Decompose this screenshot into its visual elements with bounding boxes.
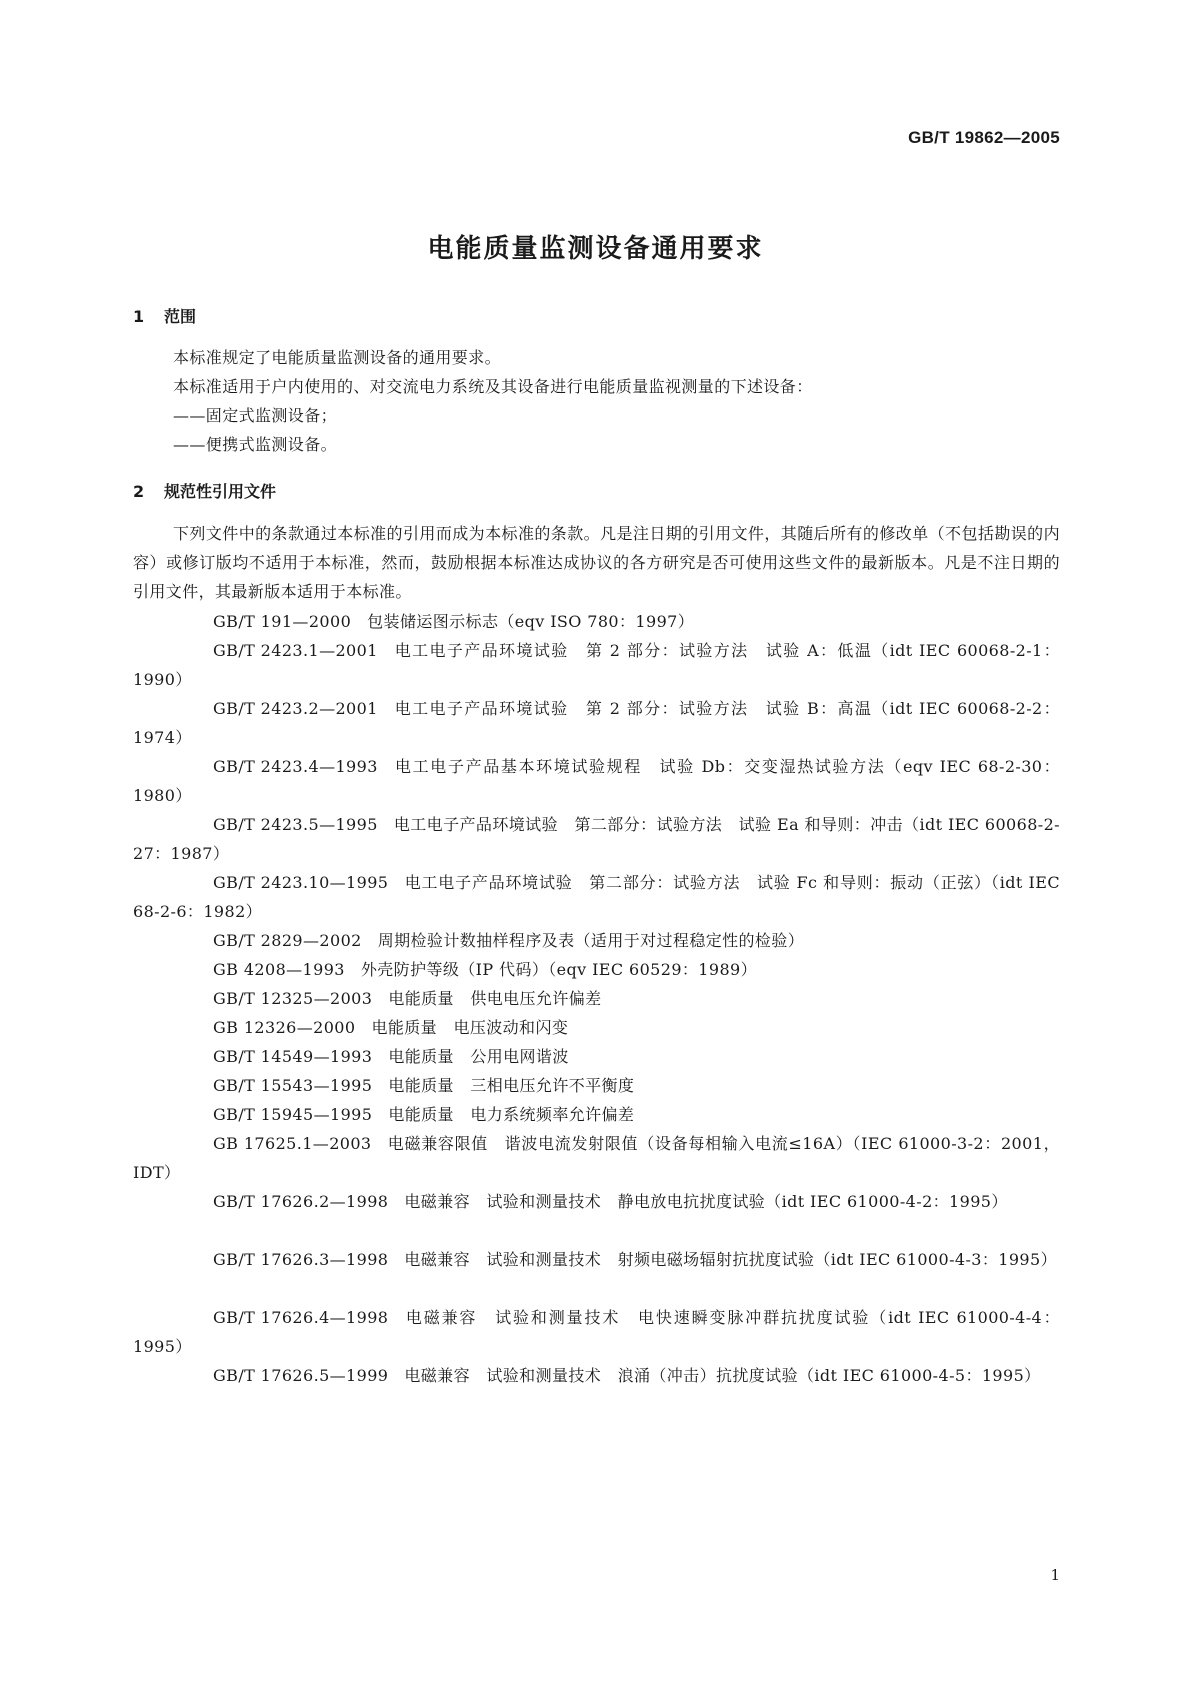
reference-code: GB/T 2423.1—2001	[213, 641, 378, 660]
reference-item	[133, 984, 1060, 1013]
section-2-heading	[133, 479, 276, 502]
intro-paragraph: 下列文件中的条款通过本标准的引用而成为本标准的条款。凡是注日期的引用文件，其随后所有的修改单（不包括勘误的内容）或修订版均不适用于本标准，然而，鼓励根据本标准达成协议的各方研究是否可使用这些文件的最新版本。凡是不注日期的引用文件，其最新版本适用于本标准。	[133, 524, 1060, 601]
standard-number: GB/T 19862—2005	[908, 128, 1060, 147]
reference-title: 电能质量 电压波动和闪变	[371, 1018, 569, 1037]
reference-title: 电能质量 公用电网谐波	[388, 1047, 569, 1066]
reference-title: 电磁兼容 试验和测量技术 静电放电抗扰度试验（idt IEC 61000-4-2：1995）	[404, 1192, 1008, 1211]
reference-item	[133, 1100, 1060, 1129]
section-title: 规范性引用文件	[164, 482, 277, 501]
list-item: ——固定式监测设备；	[173, 406, 338, 425]
reference-title: 电能质量 三相电压允许不平衡度	[388, 1076, 635, 1095]
section-title: 范围	[164, 307, 197, 326]
reference-title: 包装储运图示标志（eqv ISO 780：1997）	[367, 612, 695, 631]
reference-item	[133, 926, 1060, 955]
document-title: 电能质量监测设备通用要求	[427, 234, 764, 264]
page-number: 1	[1050, 1566, 1060, 1584]
reference-code: GB/T 191—2000	[213, 612, 352, 631]
reference-title: 电工电子产品环境试验 第 2 部分：试验方法 试验 B：高温（idt IEC 60068-2-2：1974）	[133, 699, 1060, 747]
reference-item	[133, 752, 1060, 810]
reference-item	[133, 868, 1060, 926]
reference-item	[133, 1071, 1060, 1100]
reference-code: GB/T 2423.10—1995	[213, 873, 389, 892]
reference-code: GB/T 17626.5—1999	[213, 1366, 389, 1385]
reference-code: GB/T 15543—1995	[213, 1076, 373, 1095]
reference-item	[133, 1129, 1060, 1187]
section-number: 2	[133, 482, 145, 501]
reference-code: GB/T 14549—1993	[213, 1047, 373, 1066]
reference-item	[133, 1245, 1060, 1274]
reference-code: GB/T 2423.5—1995	[213, 815, 378, 834]
reference-code: GB 4208—1993	[213, 960, 345, 979]
reference-title: 电磁兼容 试验和测量技术 电快速瞬变脉冲群抗扰度试验（idt IEC 61000-4-4：1995）	[133, 1308, 1060, 1356]
reference-title: 电工电子产品环境试验 第二部分：试验方法 试验 Ea 和导则：冲击（idt IEC 60068-2-27：1987）	[133, 815, 1060, 863]
reference-title: 电工电子产品基本环境试验规程 试验 Db：交变湿热试验方法（eqv IEC 68-2-30：1980）	[133, 757, 1060, 805]
reference-title: 电能质量 供电电压允许偏差	[388, 989, 602, 1008]
reference-item	[133, 810, 1060, 868]
reference-code: GB/T 12325—2003	[213, 989, 373, 1008]
section-1-heading	[133, 304, 196, 327]
reference-item	[133, 1361, 1060, 1390]
paragraph: 本标准适用于户内使用的、对交流电力系统及其设备进行电能质量监视测量的下述设备：	[173, 377, 813, 396]
reference-item	[133, 1187, 1060, 1216]
list-item: ——便携式监测设备。	[173, 435, 338, 454]
section-number: 1	[133, 307, 145, 326]
reference-code: GB/T 17626.2—1998	[213, 1192, 389, 1211]
reference-title: 电磁兼容 试验和测量技术 射频电磁场辐射抗扰度试验（idt IEC 61000-4-3：1995）	[404, 1250, 1057, 1269]
reference-item	[133, 1303, 1060, 1361]
reference-code: GB/T 2423.2—2001	[213, 699, 378, 718]
reference-item	[133, 694, 1060, 752]
reference-title: 电磁兼容限值 谐波电流发射限值（设备每相输入电流≤16A）（IEC 61000-3-2：2001，IDT）	[133, 1134, 1060, 1182]
paragraph: 本标准规定了电能质量监测设备的通用要求。	[173, 348, 502, 367]
reference-title: 电磁兼容 试验和测量技术 浪涌（冲击）抗扰度试验（idt IEC 61000-4-5：1995）	[404, 1366, 1041, 1385]
reference-item	[133, 1042, 1060, 1071]
reference-code: GB 17625.1—2003	[213, 1134, 372, 1153]
reference-code: GB/T 17626.4—1998	[213, 1308, 389, 1327]
reference-title: 电工电子产品环境试验 第 2 部分：试验方法 试验 A：低温（idt IEC 60068-2-1：1990）	[133, 641, 1060, 689]
reference-code: GB 12326—2000	[213, 1018, 356, 1037]
reference-title: 周期检验计数抽样程序及表（适用于对过程稳定性的检验）	[377, 931, 805, 950]
reference-title: 电能质量 电力系统频率允许偏差	[388, 1105, 635, 1124]
reference-item	[133, 1013, 1060, 1042]
reference-code: GB/T 17626.3—1998	[213, 1250, 389, 1269]
reference-code: GB/T 2829—2002	[213, 931, 362, 950]
reference-code: GB/T 15945—1995	[213, 1105, 373, 1124]
reference-title: 电工电子产品环境试验 第二部分：试验方法 试验 Fc 和导则：振动（正弦）（idt IEC 68-2-6：1982）	[133, 873, 1060, 921]
reference-item	[133, 955, 1060, 984]
reference-item	[133, 607, 1060, 636]
reference-item	[133, 636, 1060, 694]
reference-code: GB/T 2423.4—1993	[213, 757, 378, 776]
reference-title: 外壳防护等级（IP 代码）（eqv IEC 60529：1989）	[360, 960, 758, 979]
